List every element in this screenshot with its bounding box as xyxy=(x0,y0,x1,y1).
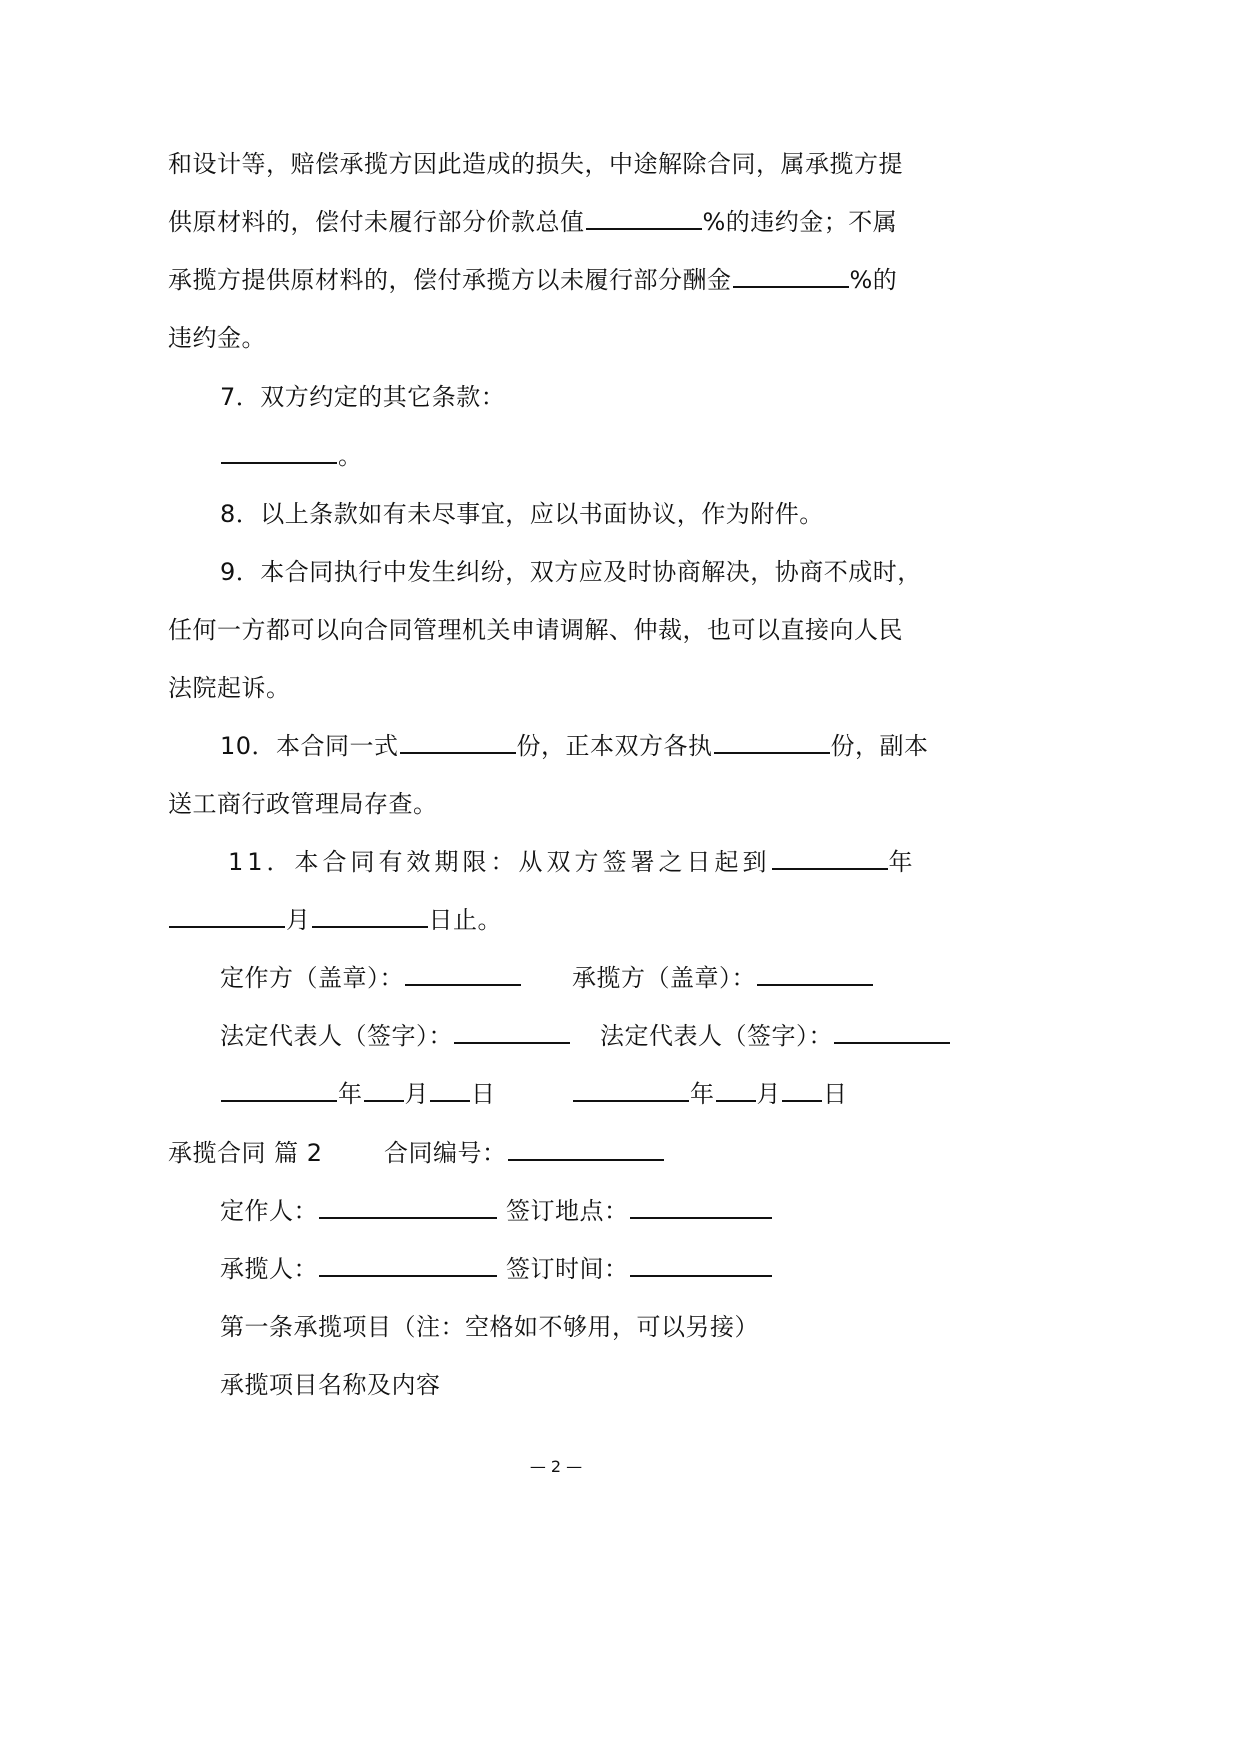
blank-field xyxy=(586,206,702,230)
sign-time-blank xyxy=(630,1253,772,1277)
clause-text: 日止。 xyxy=(428,906,502,934)
month-label: 月 xyxy=(756,1080,781,1108)
party-b-rep-field xyxy=(600,1020,951,1052)
client-label: 定作人： xyxy=(220,1197,318,1225)
paragraph-text: %的 xyxy=(849,266,898,294)
day-blank xyxy=(430,1078,470,1102)
party-b-rep-blank xyxy=(834,1020,950,1044)
party-a-seal-field xyxy=(220,962,522,994)
clause-text: 11．本合同有效期限：从双方签署之日起到 xyxy=(228,848,771,876)
contract-2-title xyxy=(168,1137,323,1169)
month-label: 月 xyxy=(404,1080,429,1108)
sign-time-field xyxy=(506,1253,773,1285)
paragraph-text: 供原材料的，偿付未履行部分价款总值 xyxy=(168,208,585,236)
client-blank xyxy=(319,1195,497,1219)
project-name-heading xyxy=(220,1369,441,1401)
contractor-blank xyxy=(319,1253,497,1277)
blank-field xyxy=(221,440,337,464)
party-a-seal-label: 定作方（盖章）： xyxy=(220,964,404,992)
article-1 xyxy=(220,1311,759,1343)
clause-text: 。 xyxy=(338,442,363,470)
clause-text: 送工商行政管理局存查。 xyxy=(168,790,438,818)
clause-11-line2 xyxy=(168,904,502,936)
blank-field xyxy=(312,904,428,928)
clause-text: 10．本合同一式 xyxy=(220,732,399,760)
page-number: — 2 — xyxy=(529,1457,583,1476)
party-a-rep-field xyxy=(220,1020,571,1052)
clause-text: 年 xyxy=(888,848,917,876)
clause-text: 任何一方都可以向合同管理机关申请调解、仲裁，也可以直接向人民 xyxy=(168,616,903,644)
day-blank xyxy=(782,1078,822,1102)
clause-text: 份，正本双方各执 xyxy=(516,732,713,760)
paragraph-text: 和设计等，赔偿承揽方因此造成的损失，中途解除合同，属承揽方提 xyxy=(168,150,903,178)
paragraph-text: 承揽方提供原材料的，偿付承揽方以未履行部分酬金 xyxy=(168,266,732,294)
sign-place-field xyxy=(506,1195,773,1227)
clause-text: 8．以上条款如有未尽事宜，应以书面协议，作为附件。 xyxy=(220,500,824,528)
party-b-seal-blank xyxy=(757,962,873,986)
sign-place-blank xyxy=(630,1195,772,1219)
blank-field xyxy=(714,730,830,754)
sign-time-label: 签订时间： xyxy=(506,1255,629,1283)
clause-9-line3 xyxy=(168,672,291,704)
year-label: 年 xyxy=(690,1080,715,1108)
blank-field xyxy=(400,730,516,754)
party-b-seal-label: 承揽方（盖章）： xyxy=(572,964,756,992)
paragraph-line xyxy=(168,206,897,238)
month-blank xyxy=(716,1078,756,1102)
project-name-text: 承揽项目名称及内容 xyxy=(220,1371,441,1399)
client-field xyxy=(220,1195,498,1227)
party-b-rep-label: 法定代表人（签字）： xyxy=(600,1022,833,1050)
contract-number-label: 合同编号： xyxy=(384,1139,507,1167)
year-label: 年 xyxy=(338,1080,363,1108)
paragraph-line xyxy=(168,264,897,296)
clause-text: 月 xyxy=(286,906,311,934)
party-a-date xyxy=(220,1078,496,1110)
clause-10 xyxy=(220,730,929,762)
contract-number-blank xyxy=(508,1137,664,1161)
clause-text: 9．本合同执行中发生纠纷，双方应及时协商解决，协商不成时， xyxy=(220,558,922,586)
clause-9-line2 xyxy=(168,614,903,646)
year-blank xyxy=(221,1078,337,1102)
blank-field xyxy=(772,846,888,870)
clause-text: 7．双方约定的其它条款： xyxy=(220,383,506,411)
clause-text: 法院起诉。 xyxy=(168,674,291,702)
month-blank xyxy=(364,1078,404,1102)
clause-8 xyxy=(220,498,824,530)
day-label: 日 xyxy=(471,1080,496,1108)
contract-number-field xyxy=(384,1137,665,1169)
clause-11 xyxy=(228,846,917,878)
party-a-rep-blank xyxy=(454,1020,570,1044)
party-a-rep-label: 法定代表人（签字）： xyxy=(220,1022,453,1050)
clause-7 xyxy=(220,381,505,413)
paragraph-text: %的违约金；不属 xyxy=(702,208,898,236)
article-text: 第一条承揽项目（注：空格如不够用，可以另接） xyxy=(220,1313,759,1341)
paragraph-line xyxy=(168,148,903,180)
blank-field xyxy=(169,904,285,928)
clause-text: 份，副本 xyxy=(830,732,929,760)
day-label: 日 xyxy=(823,1080,848,1108)
clause-9 xyxy=(220,556,922,588)
paragraph-text: 违约金。 xyxy=(168,324,266,352)
party-a-seal-blank xyxy=(405,962,521,986)
clause-10-line2 xyxy=(168,788,438,820)
contractor-field xyxy=(220,1253,498,1285)
clause-7-blank-line xyxy=(220,440,363,472)
sign-place-label: 签订地点： xyxy=(506,1197,629,1225)
party-b-date xyxy=(572,1078,848,1110)
contractor-label: 承揽人： xyxy=(220,1255,318,1283)
section-title: 承揽合同 篇 2 xyxy=(168,1139,323,1167)
party-b-seal-field xyxy=(572,962,874,994)
paragraph-line xyxy=(168,322,266,354)
blank-field xyxy=(733,264,849,288)
year-blank xyxy=(573,1078,689,1102)
